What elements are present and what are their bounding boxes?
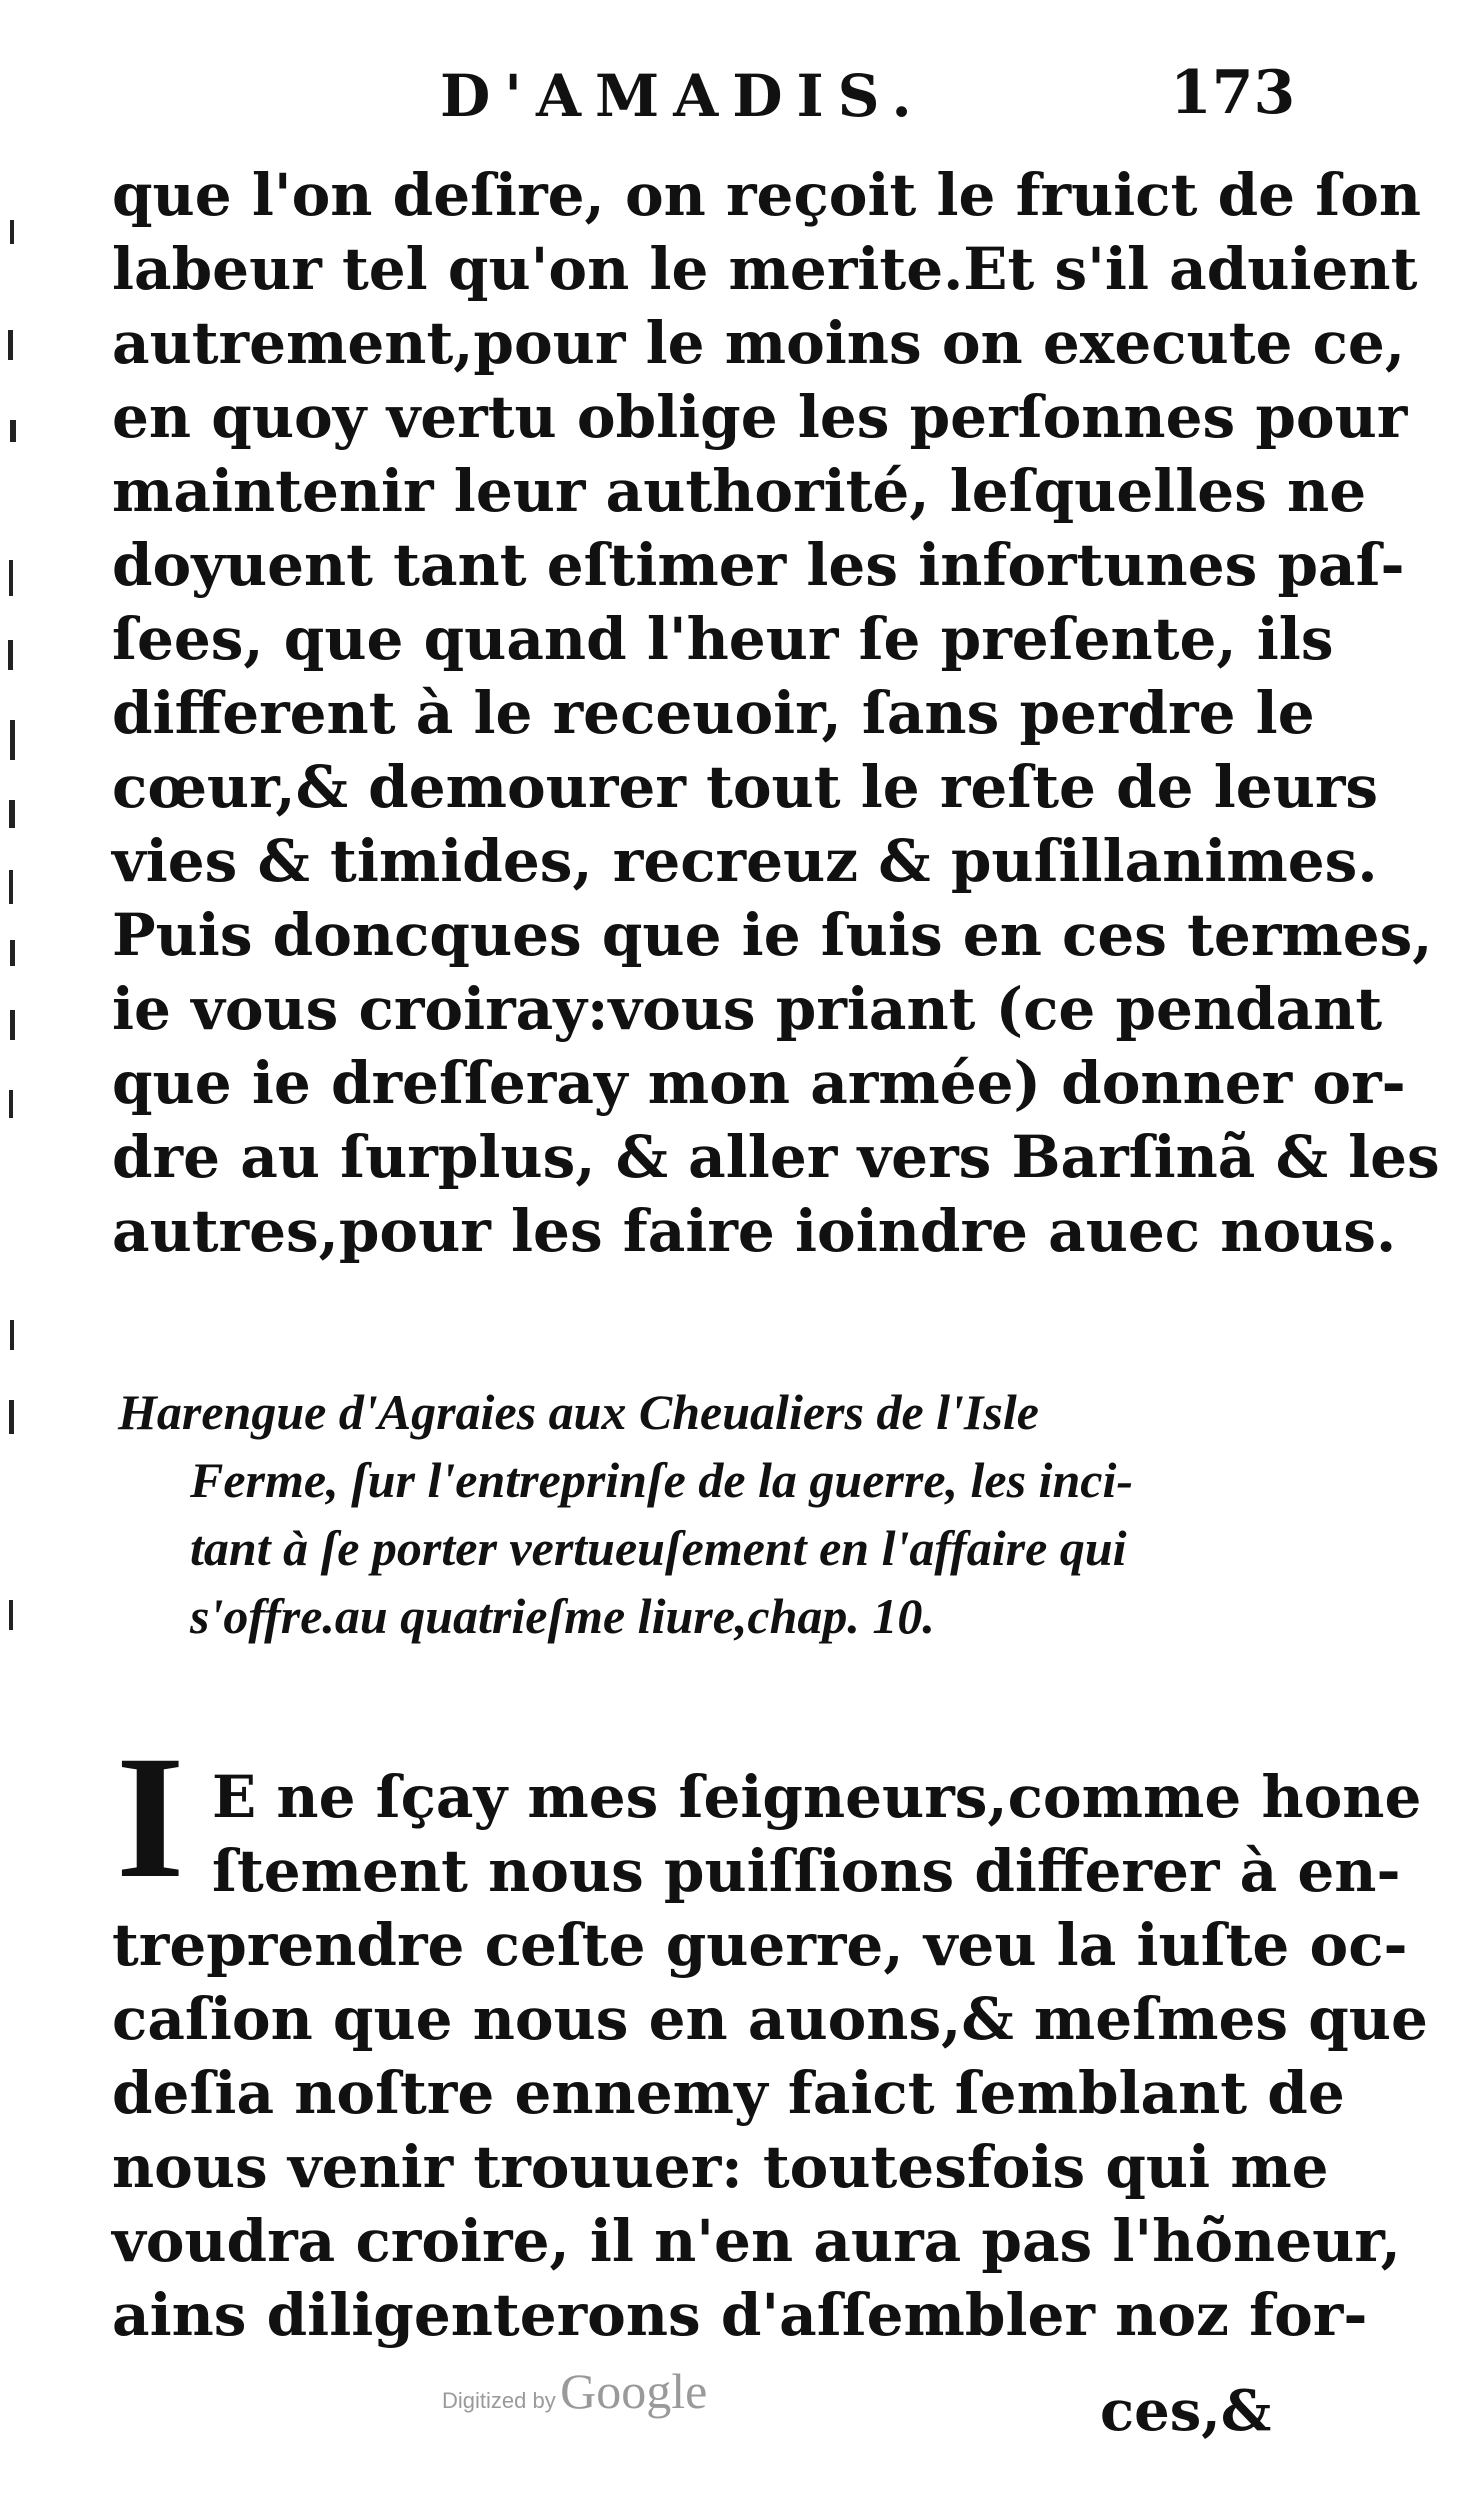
margin-speck — [10, 420, 16, 442]
watermark-brand: Google — [560, 2363, 708, 2419]
margin-speck — [10, 720, 15, 760]
margin-speck — [9, 1400, 14, 1434]
drop-cap: I — [116, 1720, 185, 1915]
text-line: maintenir leur authorité, leſquelles ne — [112, 457, 1367, 525]
text-line: ains diligenterons d'aſſembler noz for- — [112, 2281, 1368, 2349]
text-line: autres,pour les faire ioindre auec nous. — [112, 1197, 1397, 1265]
watermark-prefix: Digitized by — [442, 2388, 556, 2413]
margin-speck — [8, 640, 13, 670]
heading-line: s'offre.au quatrieſme liure,chap. 10. — [190, 1588, 935, 1644]
text-line: ſtement nous puiſſions differer à en- — [212, 1837, 1401, 1905]
text-line: ſees, que quand l'heur ſe preſente, ils — [112, 605, 1334, 673]
margin-speck — [10, 1320, 14, 1350]
text-line: cœur,& demourer tout le reſte de leurs — [112, 753, 1379, 821]
catchword: ces,& — [1100, 2378, 1272, 2444]
text-line: labeur tel qu'on le merite.Et s'il aduient — [112, 235, 1418, 303]
text-line: que l'on deſire, on reçoit le fruict de ſon — [112, 161, 1422, 229]
text-line: dre au ſurplus, & aller vers Barſinã & les — [112, 1123, 1440, 1191]
text-line: nous venir trouuer: toutesfois qui me — [112, 2133, 1329, 2201]
margin-speck — [9, 870, 13, 904]
margin-speck — [9, 1600, 13, 1630]
text-line: E ne ſçay mes ſeigneurs,comme hone — [212, 1763, 1422, 1831]
margin-speck — [9, 1090, 13, 1118]
running-head: D'AMADIS. — [440, 62, 926, 130]
text-line: ie vous croiray:vous priant (ce pendant — [112, 975, 1383, 1043]
text-line: doyuent tant eſtimer les infortunes paſ- — [112, 531, 1405, 599]
margin-speck — [9, 560, 13, 596]
text-line: deſia noſtre ennemy faict ſemblant de — [112, 2059, 1345, 2127]
text-line: que ie dreſſeray mon armée) donner or- — [112, 1049, 1406, 1117]
digitized-watermark — [442, 2362, 707, 2420]
text-line: different à le receuoir, ſans perdre le — [112, 679, 1315, 747]
margin-speck — [8, 330, 13, 360]
paragraph-1 — [112, 158, 1440, 1268]
text-line: autrement,pour le moins on execute ce, — [112, 309, 1406, 377]
text-line: en quoy vertu oblige les perſonnes pour — [112, 383, 1408, 451]
page-number: 173 — [1170, 58, 1296, 128]
margin-speck — [10, 220, 14, 244]
heading-line: tant à ſe porter vertueuſement en l'affaire qui — [190, 1520, 1127, 1576]
margin-speck — [10, 1010, 15, 1040]
heading-line: Ferme, ſur l'entreprinſe de la guerre, les inci- — [190, 1452, 1133, 1508]
margin-speck — [9, 800, 15, 828]
text-line: treprendre ceſte guerre, veu la iuſte oc- — [112, 1911, 1408, 1979]
heading-line: Harengue d'Agraies aux Cheualiers de l'Isle — [118, 1384, 1039, 1440]
text-line: voudra croire, il n'en aura pas l'hõneur, — [112, 2207, 1401, 2275]
margin-speck — [10, 940, 15, 966]
text-line: Puis doncques que ie ſuis en ces termes, — [112, 901, 1433, 969]
section-heading — [118, 1378, 1328, 1650]
text-line: caſion que nous en auons,& meſmes que — [112, 1985, 1428, 2053]
paragraph-2 — [112, 1760, 1428, 2352]
text-line: vies & timides, recreuz & puſillanimes. — [112, 827, 1378, 895]
